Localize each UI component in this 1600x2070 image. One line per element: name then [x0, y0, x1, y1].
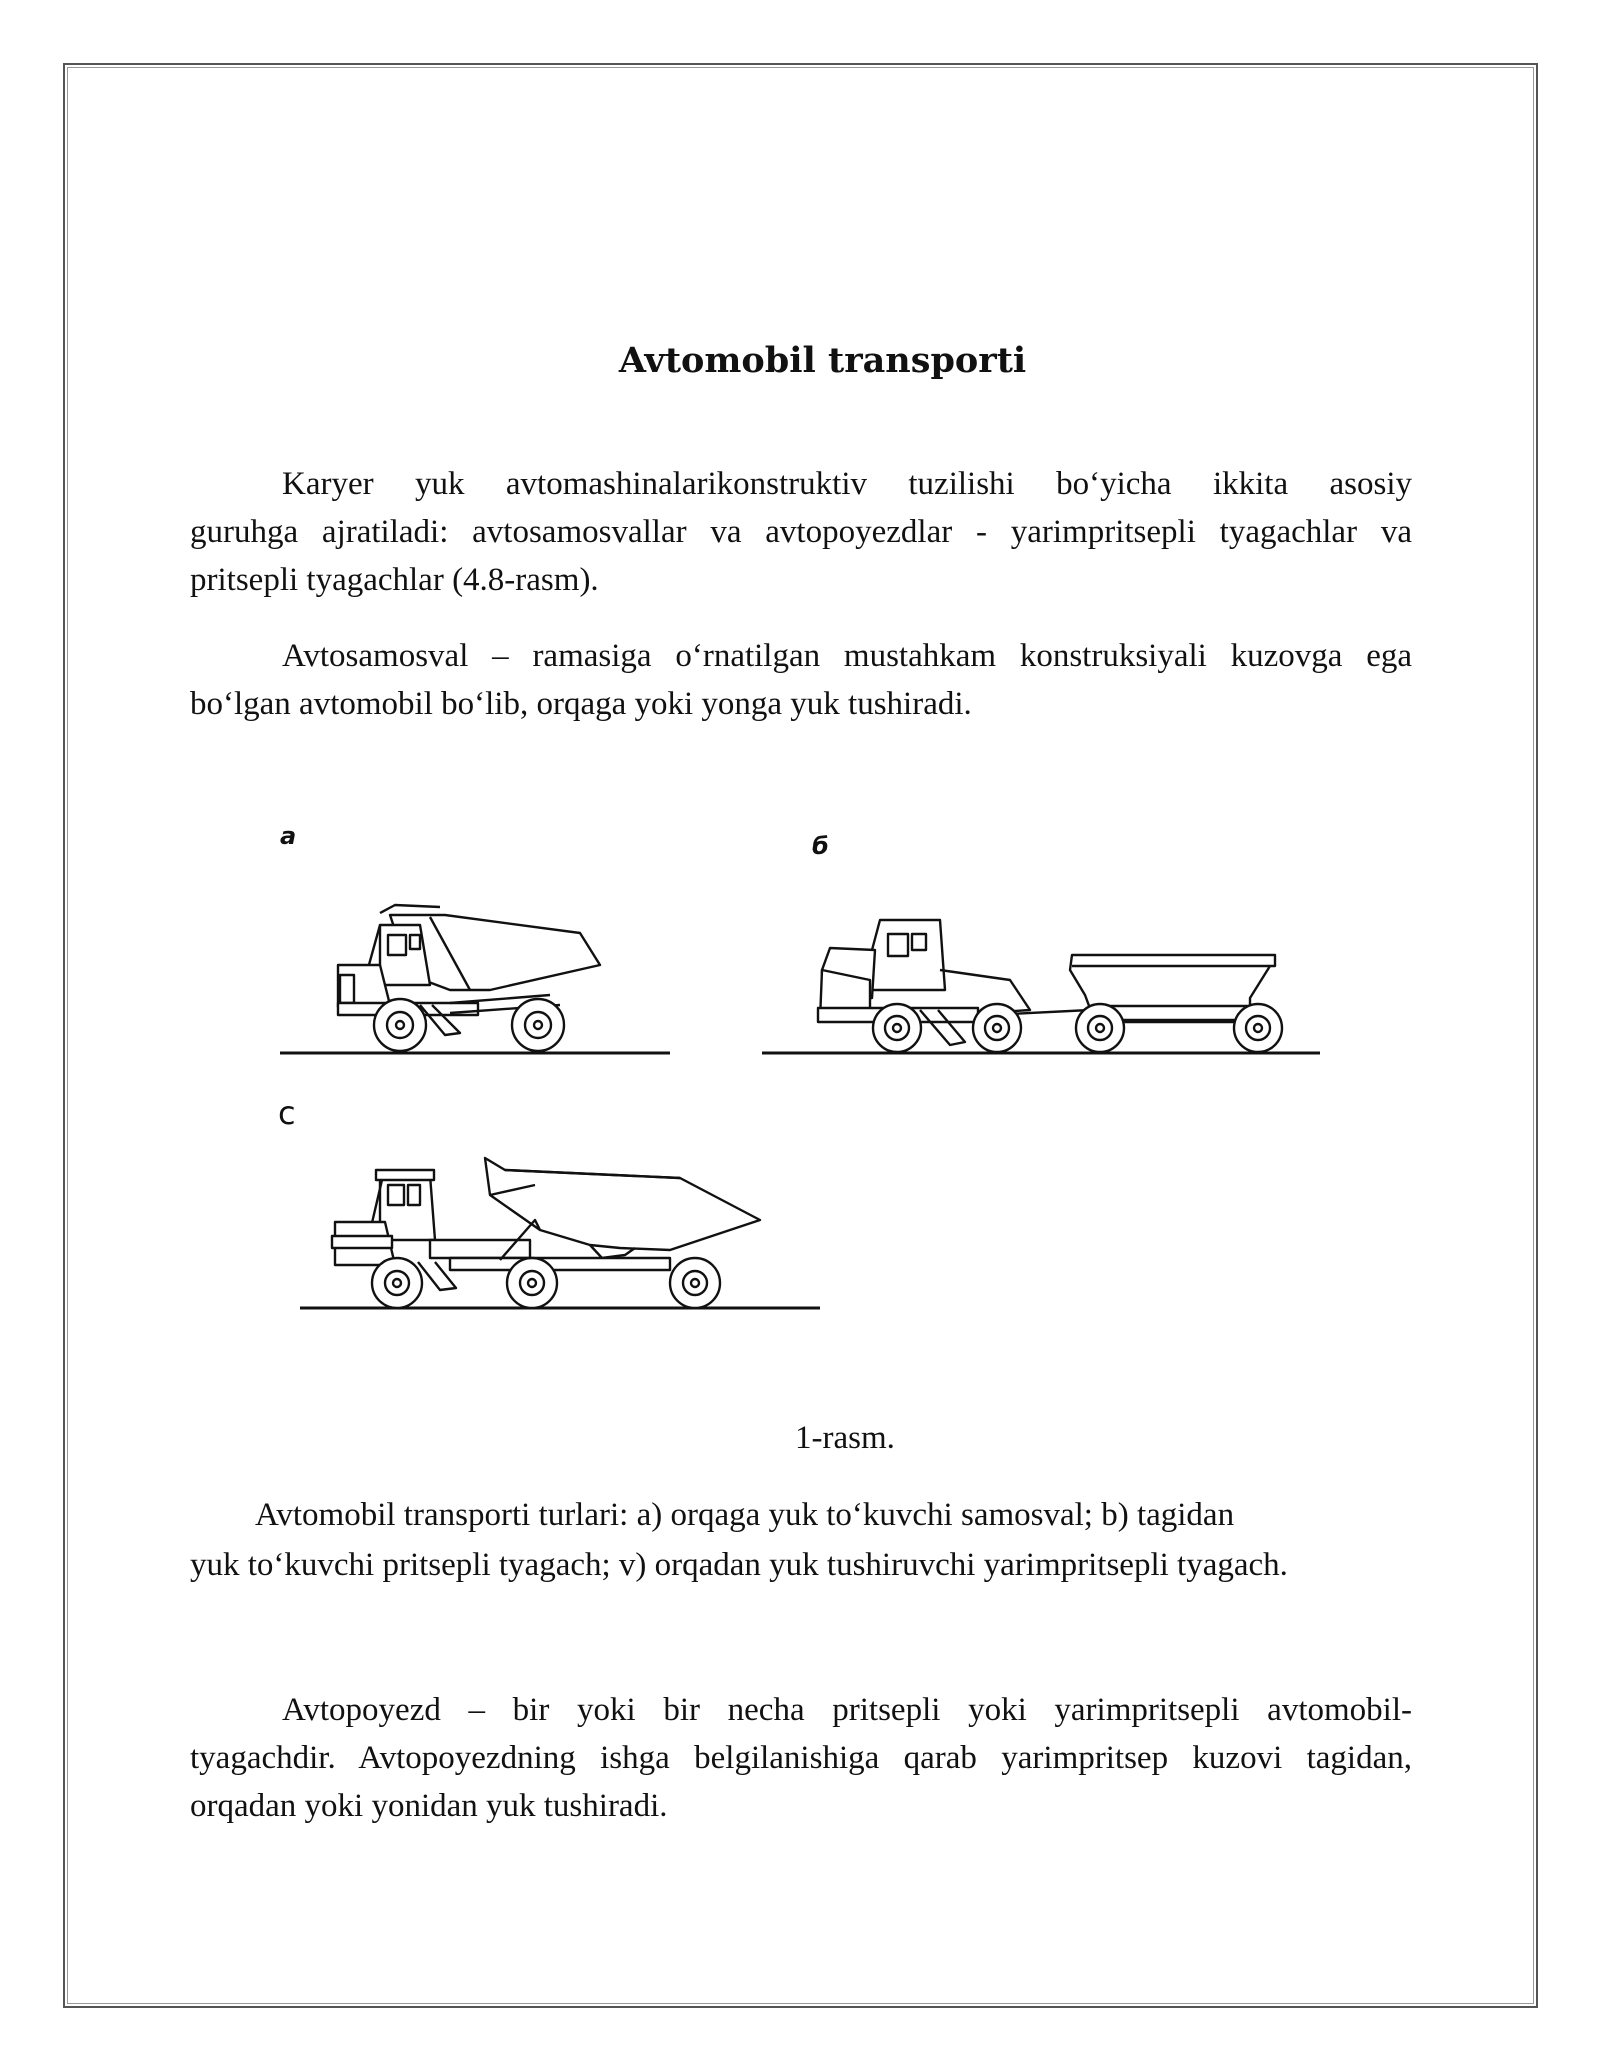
- figure-caption-line: yuk to‘kuvchi pritsepli tyagach; v) orqadan yuk tushiruvchi yarimpritsepli tyagach.: [190, 1547, 1288, 1583]
- paragraph-3: [190, 1686, 1412, 1830]
- paragraph-line: tyagachdir. Avtopoyezdning ishga belgilanishiga qarab yarimpritsep kuzovi tagidan,: [190, 1740, 1412, 1776]
- paragraph-line: guruhga ajratiladi: avtosamosvallar va avtopoyezdlar - yarimpritsepli tyagachlar va: [190, 514, 1412, 550]
- paragraph-1: [190, 460, 1412, 604]
- figure-caption: [190, 1490, 1412, 1590]
- figure-caption-line: Avtomobil transporti turlari: a) orqaga yuk to‘kuvchi samosval; b) tagidan: [255, 1497, 1235, 1533]
- paragraph-line: Karyer yuk avtomashinalarikonstruktiv tuzilishi bo‘yicha ikkita asosiy: [282, 466, 1412, 502]
- dump-truck-illustration: [270, 895, 690, 1060]
- figure-label-a: а: [280, 822, 297, 850]
- tractor-trailer-illustration: [760, 910, 1325, 1060]
- paragraph-line: pritsepli tyagachlar (4.8-rasm).: [190, 562, 599, 598]
- figure-number: 1-rasm.: [795, 1420, 895, 1456]
- paragraph-line: Avtosamosval – ramasiga o‘rnatilgan mustahkam konstruksiyali kuzovga ega: [282, 638, 1412, 674]
- paragraph-line: orqadan yoki yonidan yuk tushiradi.: [190, 1788, 668, 1824]
- semitrailer-dump-illustration: [290, 1150, 820, 1315]
- paragraph-line: bo‘lgan avtomobil bo‘lib, orqaga yoki yonga yuk tushiradi.: [190, 686, 972, 722]
- page-title: Avtomobil transporti: [618, 340, 1027, 381]
- figure-label-b: б: [812, 832, 829, 860]
- paragraph-2: [190, 632, 1412, 728]
- figure-label-c: c: [278, 1094, 296, 1132]
- paragraph-line: Avtopoyezd – bir yoki bir necha pritsepli yoki yarimpritsepli avtomobil-: [282, 1692, 1412, 1728]
